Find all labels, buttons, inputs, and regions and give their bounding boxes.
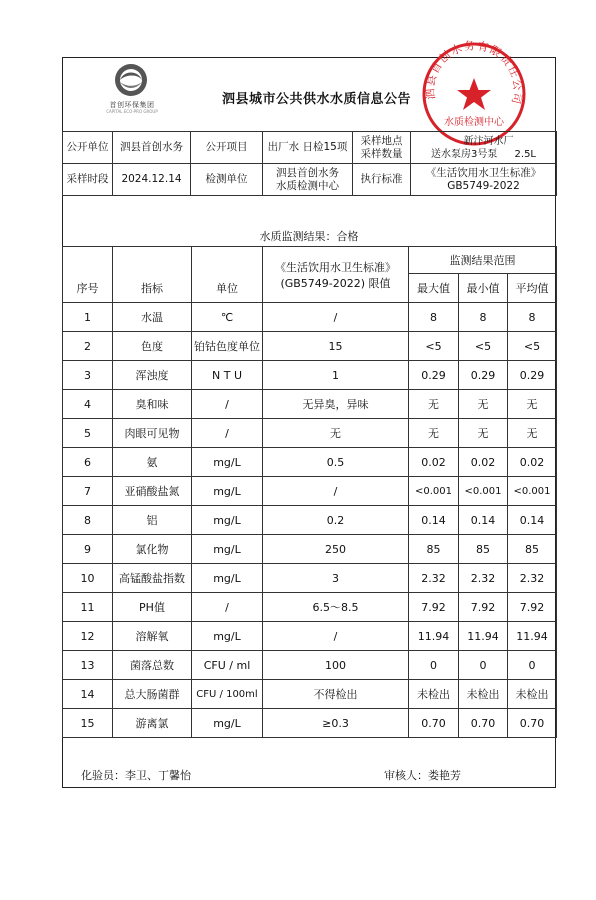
table-body xyxy=(63,303,557,738)
row-index: 1 xyxy=(63,303,113,332)
reviewer-label: 审核人： xyxy=(384,769,428,782)
sample-location-value2: 送水泵房3号泵 xyxy=(430,148,498,160)
limit: 15 xyxy=(263,332,409,361)
table-row xyxy=(63,651,557,680)
lab-label: 检测单位 xyxy=(191,164,263,196)
max-value: 0.70 xyxy=(409,709,459,738)
indicator-name: 亚硝酸盐氮 xyxy=(113,477,192,506)
lab-value-line1: 泗县首创水务 xyxy=(276,166,339,179)
min-value: 0.70 xyxy=(459,709,508,738)
table-row xyxy=(63,361,557,390)
header-avg: 平均值 xyxy=(508,274,557,303)
indicator-name: 溶解氧 xyxy=(113,622,192,651)
seal-ring-text: 泗县首创水务有限责任公司 xyxy=(423,39,525,107)
indicator-name: 色度 xyxy=(113,332,192,361)
limit: 250 xyxy=(263,535,409,564)
header-limit-line2: (GB5749-2022) 限值 xyxy=(280,276,391,290)
row-index: 12 xyxy=(63,622,113,651)
max-value: 无 xyxy=(409,419,459,448)
min-value: <0.001 xyxy=(459,477,508,506)
limit: 0.2 xyxy=(263,506,409,535)
sample-location-value: 新汴河水厂 xyxy=(463,135,514,147)
table-row xyxy=(63,419,557,448)
lab-value-line2: 水质检测中心 xyxy=(276,179,339,192)
unit: mg/L xyxy=(192,477,263,506)
sample-quantity-value: 2.5L xyxy=(514,148,537,160)
table-row xyxy=(63,448,557,477)
max-value: 0.14 xyxy=(409,506,459,535)
indicator-name: 游离氯 xyxy=(113,709,192,738)
limit: / xyxy=(263,303,409,332)
table-row xyxy=(63,506,557,535)
limit: 无 xyxy=(263,419,409,448)
row-index: 6 xyxy=(63,448,113,477)
row-index: 9 xyxy=(63,535,113,564)
avg-value: 0.02 xyxy=(508,448,557,477)
avg-value: 0.29 xyxy=(508,361,557,390)
indicator-name: 铝 xyxy=(113,506,192,535)
tester-signature xyxy=(81,767,191,783)
min-value: 0.14 xyxy=(459,506,508,535)
indicator-name: 高锰酸盐指数 xyxy=(113,564,192,593)
row-index: 13 xyxy=(63,651,113,680)
standard-value-line1: 《生活饮用水卫生标准》 xyxy=(425,166,542,179)
table-row xyxy=(63,709,557,738)
limit: / xyxy=(263,477,409,506)
unit: 铂钴色度单位 xyxy=(192,332,263,361)
header-min: 最小值 xyxy=(459,274,508,303)
max-value: 0.29 xyxy=(409,361,459,390)
limit: 3 xyxy=(263,564,409,593)
logo-name: 首创环保集团 xyxy=(109,101,155,109)
logo-subtitle: CAPITAL ECO-PRO GROUP xyxy=(106,109,158,114)
min-value: <5 xyxy=(459,332,508,361)
row-index: 2 xyxy=(63,332,113,361)
min-value: 0.02 xyxy=(459,448,508,477)
reviewer-signature xyxy=(384,767,461,783)
min-value: 0 xyxy=(459,651,508,680)
max-value: 2.32 xyxy=(409,564,459,593)
indicator-name: 菌落总数 xyxy=(113,651,192,680)
reviewer-value: 娄艳芳 xyxy=(428,769,461,782)
sample-location-label: 采样地点 xyxy=(360,134,403,147)
standard-value xyxy=(411,164,557,196)
table-row xyxy=(63,332,557,361)
limit: ≥0.3 xyxy=(263,709,409,738)
project-label: 公开项目 xyxy=(191,132,263,164)
max-value: 未检出 xyxy=(409,680,459,709)
table-row xyxy=(63,680,557,709)
publisher-label: 公开单位 xyxy=(63,132,113,164)
indicator-name: 总大肠菌群 xyxy=(113,680,192,709)
row-index: 5 xyxy=(63,419,113,448)
unit: CFU / ml xyxy=(192,651,263,680)
indicator-name: 肉眼可见物 xyxy=(113,419,192,448)
min-value: 无 xyxy=(459,419,508,448)
max-value: 0.02 xyxy=(409,448,459,477)
table-row xyxy=(63,593,557,622)
table-row xyxy=(63,477,557,506)
row-index: 8 xyxy=(63,506,113,535)
page-title: 泗县城市公共供水水质信息公告 xyxy=(222,92,412,107)
header-range: 监测结果范围 xyxy=(409,247,557,274)
indicator-name: 臭和味 xyxy=(113,390,192,419)
header-unit: 单位 xyxy=(192,247,263,303)
max-value: 11.94 xyxy=(409,622,459,651)
unit: / xyxy=(192,390,263,419)
avg-value: 11.94 xyxy=(508,622,557,651)
avg-value: <0.001 xyxy=(508,477,557,506)
min-value: 85 xyxy=(459,535,508,564)
min-value: 无 xyxy=(459,390,508,419)
sample-values-line2 xyxy=(411,148,556,161)
header-indicator: 指标 xyxy=(113,247,192,303)
limit: 不得检出 xyxy=(263,680,409,709)
sample-values xyxy=(411,132,557,164)
max-value: 85 xyxy=(409,535,459,564)
tester-value: 李卫、丁馨怡 xyxy=(125,769,191,782)
unit: CFU / 100ml xyxy=(192,680,263,709)
indicator-name: PH值 xyxy=(113,593,192,622)
indicator-name: 氨 xyxy=(113,448,192,477)
avg-value: 0 xyxy=(508,651,557,680)
limit: / xyxy=(263,622,409,651)
min-value: 11.94 xyxy=(459,622,508,651)
indicator-name: 氯化物 xyxy=(113,535,192,564)
avg-value: 未检出 xyxy=(508,680,557,709)
avg-value: 8 xyxy=(508,303,557,332)
unit: mg/L xyxy=(192,506,263,535)
info-row-sampling xyxy=(63,164,557,196)
max-value: <0.001 xyxy=(409,477,459,506)
indicator-name: 浑浊度 xyxy=(113,361,192,390)
table-row xyxy=(63,390,557,419)
unit: mg/L xyxy=(192,448,263,477)
row-index: 7 xyxy=(63,477,113,506)
seal-center-text: 水质检测中心 xyxy=(444,117,504,128)
header-index: 序号 xyxy=(63,247,113,303)
unit: / xyxy=(192,593,263,622)
limit: 100 xyxy=(263,651,409,680)
avg-value: 无 xyxy=(508,390,557,419)
row-index: 4 xyxy=(63,390,113,419)
avg-value: 7.92 xyxy=(508,593,557,622)
min-value: 7.92 xyxy=(459,593,508,622)
max-value: 0 xyxy=(409,651,459,680)
unit: mg/L xyxy=(192,709,263,738)
max-value: 7.92 xyxy=(409,593,459,622)
header-max: 最大值 xyxy=(409,274,459,303)
info-table xyxy=(62,131,557,196)
avg-value: 无 xyxy=(508,419,557,448)
row-index: 14 xyxy=(63,680,113,709)
unit: mg/L xyxy=(192,622,263,651)
sample-quantity-label: 采样数量 xyxy=(360,147,403,160)
unit: N T U xyxy=(192,361,263,390)
row-index: 15 xyxy=(63,709,113,738)
max-value: <5 xyxy=(409,332,459,361)
max-value: 无 xyxy=(409,390,459,419)
result-text: 水质监测结果：合格 xyxy=(259,230,359,243)
min-value: 未检出 xyxy=(459,680,508,709)
header-limit-line1: 《生活饮用水卫生标准》 xyxy=(275,260,396,274)
table-row xyxy=(63,564,557,593)
unit: ℃ xyxy=(192,303,263,332)
unit: / xyxy=(192,419,263,448)
limit: 6.5～8.5 xyxy=(263,593,409,622)
row-index: 3 xyxy=(63,361,113,390)
avg-value: 85 xyxy=(508,535,557,564)
min-value: 8 xyxy=(459,303,508,332)
min-value: 0.29 xyxy=(459,361,508,390)
unit: mg/L xyxy=(192,535,263,564)
info-row-publisher xyxy=(63,132,557,164)
limit: 0.5 xyxy=(263,448,409,477)
avg-value: 2.32 xyxy=(508,564,557,593)
table-row xyxy=(63,535,557,564)
water-quality-table xyxy=(62,246,557,738)
table-row xyxy=(63,622,557,651)
table-row xyxy=(63,303,557,332)
limit: 1 xyxy=(263,361,409,390)
publisher-value: 泗县首创水务 xyxy=(113,132,191,164)
limit: 无异臭，异味 xyxy=(263,390,409,419)
row-index: 10 xyxy=(63,564,113,593)
project-value: 出厂水 日检15项 xyxy=(263,132,353,164)
standard-value-line2: GB5749-2022 xyxy=(447,179,520,192)
row-index: 11 xyxy=(63,593,113,622)
time-label: 采样时段 xyxy=(63,164,113,196)
header-limit xyxy=(263,247,409,303)
time-value: 2024.12.14 xyxy=(113,164,191,196)
standard-label: 执行标准 xyxy=(353,164,411,196)
avg-value: 0.14 xyxy=(508,506,557,535)
max-value: 8 xyxy=(409,303,459,332)
avg-value: 0.70 xyxy=(508,709,557,738)
tester-label: 化验员： xyxy=(81,769,125,782)
table-header-row-1 xyxy=(63,247,557,274)
indicator-name: 水温 xyxy=(113,303,192,332)
sample-headers xyxy=(353,132,411,164)
lab-value xyxy=(263,164,353,196)
min-value: 2.32 xyxy=(459,564,508,593)
avg-value: <5 xyxy=(508,332,557,361)
unit: mg/L xyxy=(192,564,263,593)
